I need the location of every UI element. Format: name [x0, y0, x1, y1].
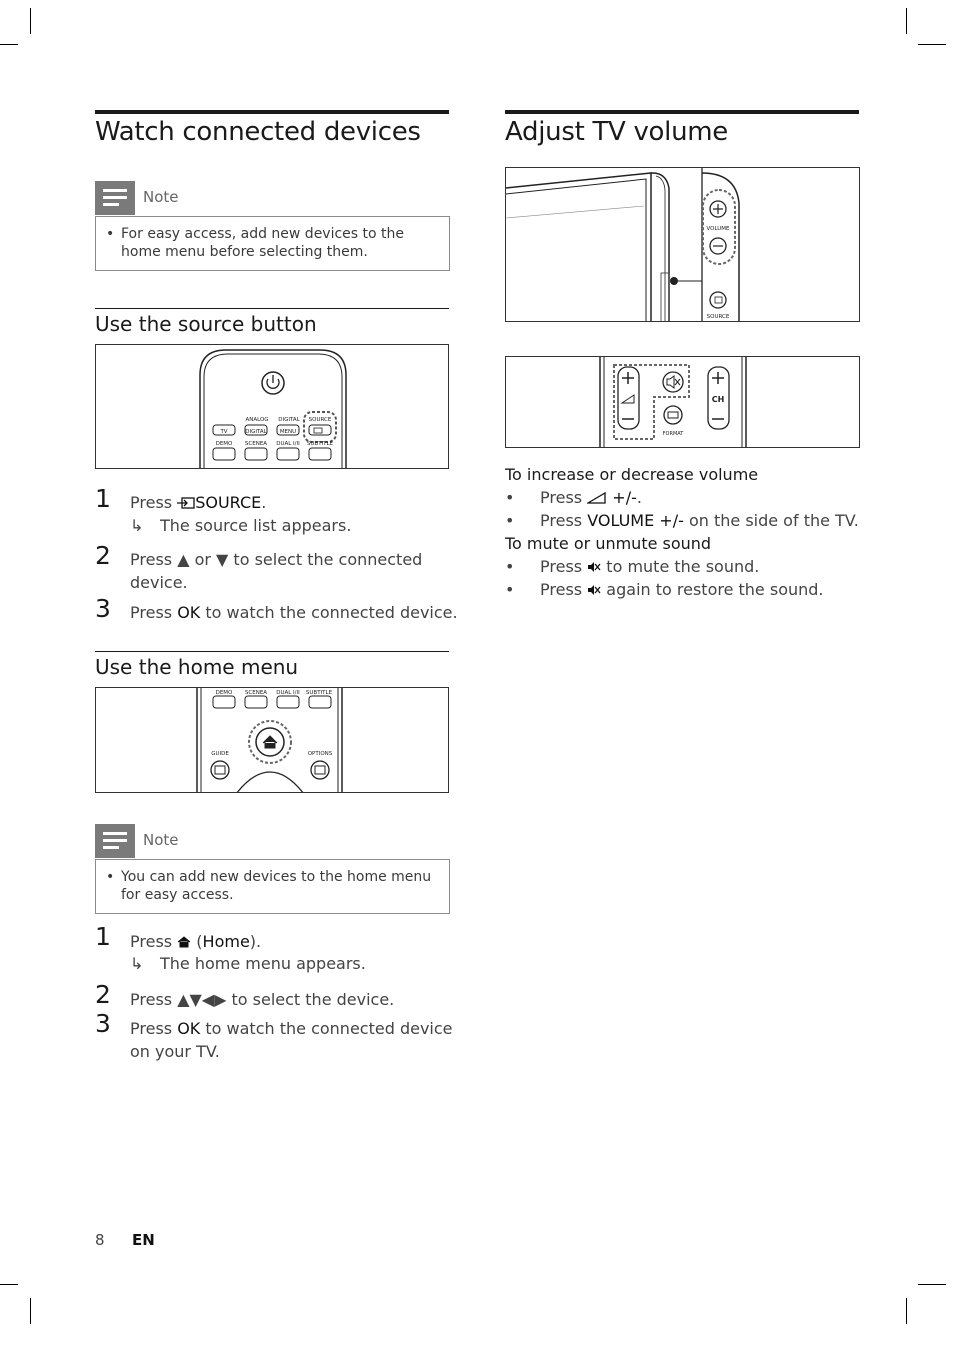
- note-header: [95, 181, 449, 215]
- btn-label-demo: DEMO: [215, 690, 233, 696]
- right-page-title: Adjust TV volume: [505, 117, 728, 147]
- btn-label-digital-2: DIGITAL: [245, 429, 267, 435]
- right-title-rule: [505, 110, 859, 114]
- note-header: [95, 824, 449, 858]
- step-number: 3: [95, 594, 111, 623]
- note-bullet: •: [106, 226, 115, 242]
- note-bullet: •: [106, 869, 115, 885]
- crop-mark: [906, 8, 907, 34]
- note-box: [95, 859, 450, 914]
- step-number: 1: [95, 484, 111, 513]
- subheading-mute: To mute or unmute sound: [505, 534, 712, 553]
- note-icon: [95, 181, 135, 215]
- bullet: •: [505, 488, 515, 507]
- btn-label-subtitle: SUBTITLE: [305, 690, 333, 696]
- result-arrow-icon: ↳: [130, 954, 144, 973]
- volume-mute-highlight: [614, 365, 689, 439]
- step-number: 3: [95, 1009, 111, 1038]
- bullet: •: [505, 511, 515, 530]
- page-number: 8: [95, 1231, 105, 1249]
- crop-mark: [906, 1298, 907, 1324]
- step-text: Press ▲ or ▼ to select the connected device.: [130, 550, 423, 592]
- note-box: [95, 216, 450, 271]
- crop-mark: [30, 1298, 31, 1324]
- step-result: ↳ The home menu appears.: [130, 954, 366, 973]
- section-title-home: Use the home menu: [95, 655, 299, 679]
- btn-label-guide: GUIDE: [211, 751, 229, 757]
- key-source: SOURCE: [195, 493, 262, 512]
- bullet: •: [505, 580, 515, 599]
- remote-illustration: [96, 688, 449, 793]
- note-text: For easy access, add new devices to the home menu before selecting them.: [121, 226, 405, 260]
- format-icon: [664, 406, 682, 424]
- step-number: 1: [95, 922, 111, 951]
- mute-icon: [663, 372, 683, 392]
- btn-label-scenea: SCENEA: [244, 441, 268, 447]
- step-result: ↳ The source list appears.: [130, 516, 352, 535]
- btn-label-source: SOURCE: [308, 417, 332, 423]
- key-home: Home: [202, 932, 250, 951]
- crop-mark: [30, 8, 31, 34]
- btn-label-subtitle: SUBTITLE: [306, 441, 334, 447]
- btn-label-dual: DUAL I/II: [276, 690, 300, 696]
- result-arrow-icon: ↳: [130, 516, 144, 535]
- crop-mark: [0, 1284, 18, 1285]
- format-label: FORMAT: [662, 431, 684, 437]
- note-icon: [95, 824, 135, 858]
- btn-label-demo: DEMO: [215, 441, 233, 447]
- remote-illustration: [506, 357, 860, 448]
- tv-side-figure: [505, 167, 860, 322]
- mute-icon: [587, 584, 601, 596]
- step-number: 2: [95, 980, 111, 1009]
- section-title-source: Use the source button: [95, 312, 317, 336]
- key-ok: OK: [177, 1019, 201, 1038]
- ch-label: CH: [711, 395, 725, 404]
- step-text: Press OK to watch the connected device on your TV.: [130, 1019, 453, 1061]
- home-icon: [263, 736, 277, 748]
- source-icon: [177, 497, 195, 509]
- language-label: EN: [132, 1231, 155, 1249]
- btn-label-tv: TV: [220, 429, 228, 435]
- bullet: •: [505, 557, 515, 576]
- mute-icon: [587, 561, 601, 573]
- crop-mark: [918, 1284, 946, 1285]
- btn-label-options: OPTIONS: [307, 751, 333, 757]
- step-text: Press OK to watch the connected device.: [130, 603, 458, 622]
- btn-label-digital: DIGITAL: [278, 417, 300, 423]
- volume-label: VOLUME: [706, 226, 730, 232]
- remote-illustration: [96, 345, 449, 469]
- btn-label-scenea: SCENEA: [244, 690, 268, 696]
- source-icon: [710, 292, 726, 308]
- subheading-increase: To increase or decrease volume: [505, 465, 759, 484]
- note-label: Note: [143, 188, 179, 206]
- source-label: SOURCE: [706, 314, 730, 320]
- tv-illustration: [506, 168, 860, 322]
- step-number: 2: [95, 541, 111, 570]
- step-text: Press (Home).: [130, 932, 262, 951]
- note-label: Note: [143, 831, 179, 849]
- note-text: You can add new devices to the home menu for easy access.: [121, 869, 432, 903]
- btn-label-analog: ANALOG: [245, 417, 269, 423]
- volume-icon: [587, 492, 607, 504]
- left-title-rule: [95, 110, 449, 114]
- step-text: Press SOURCE.: [130, 493, 267, 512]
- left-page-title: Watch connected devices: [95, 117, 421, 147]
- crop-mark: [0, 44, 18, 45]
- home-icon: [177, 936, 191, 948]
- section-rule: [95, 651, 449, 652]
- btn-label-dual: DUAL I/II: [276, 441, 300, 447]
- crop-mark: [918, 44, 946, 45]
- btn-label-menu: MENU: [279, 429, 297, 435]
- home-remote-figure: [95, 687, 449, 793]
- key-ok: OK: [177, 603, 201, 622]
- section-rule: [95, 308, 449, 309]
- source-remote-figure: [95, 344, 449, 469]
- volume-remote-figure: [505, 356, 860, 448]
- step-text: Press ▲▼◀▶ to select the device.: [130, 990, 395, 1009]
